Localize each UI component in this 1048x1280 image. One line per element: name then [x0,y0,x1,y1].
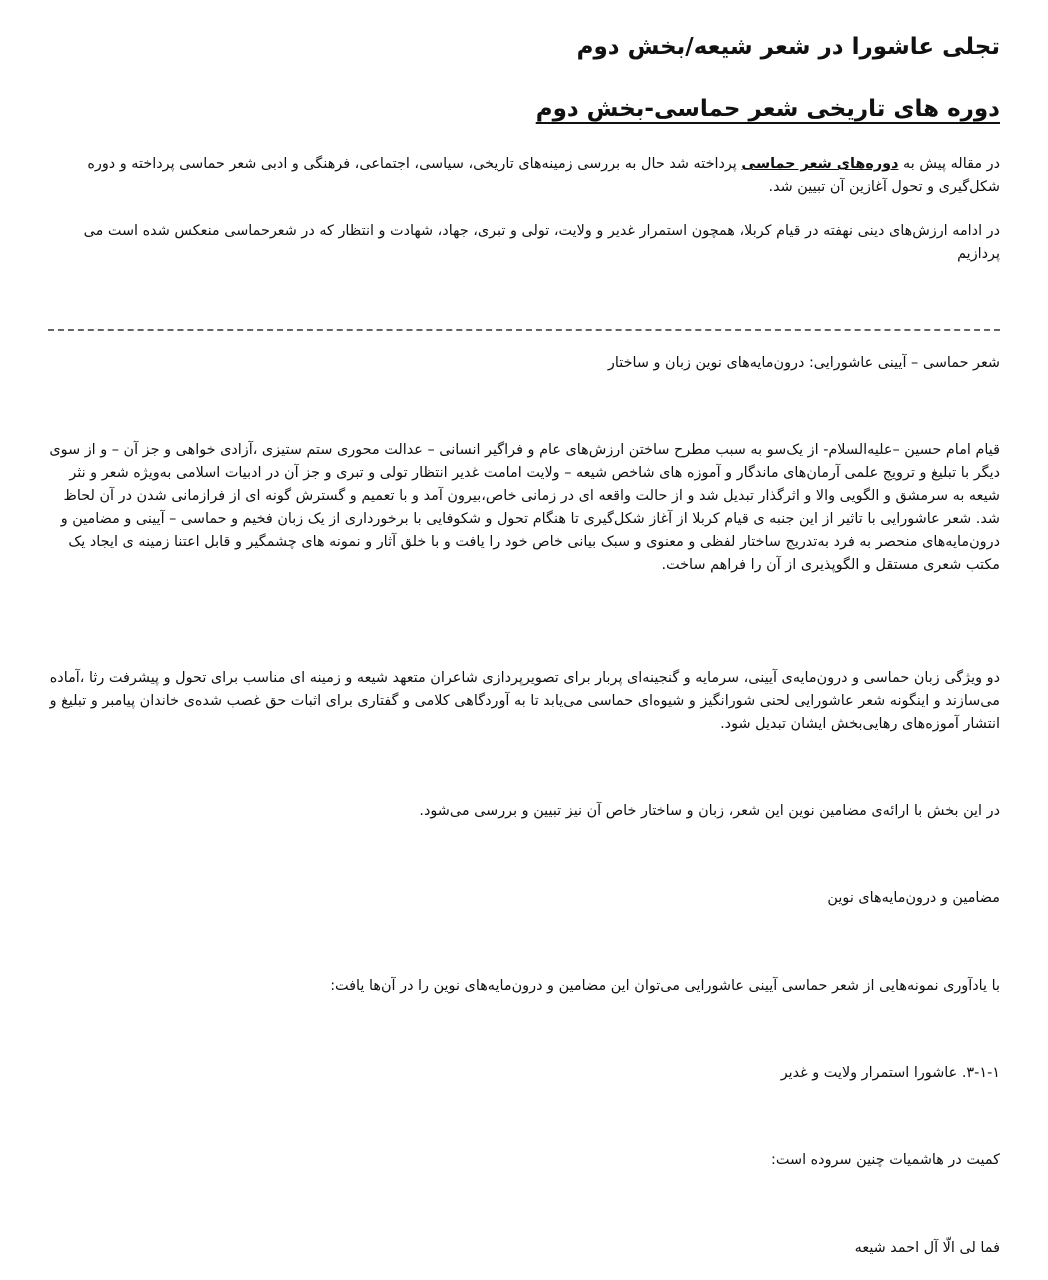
section-heading: شعر حماسی – آیینی عاشورایی: درون‌مایه‌های نوین زبان و ساختار [607,355,1000,371]
dashed-divider [48,329,1000,331]
paragraph-2: در ادامه ارزش‌های دینی نهفته در قیام کربلا، همچون استمرار غدیر و ولایت، تولی و تبری، جهاد، شهادت و انتظار که در شعرحماسی منعکس شده است می پردازیم [83,223,1000,262]
page-subtitle: دوره های تاریخی شعر حماسی-بخش دوم [535,96,1000,122]
paragraph-6: با یادآوری نمونه‌هایی از شعر حماسی آیینی عاشورایی می‌توان این مضامین و درون‌مایه‌های نوین را در آن‌ها یافت: [330,978,1000,994]
intro-paragraph [48,153,1000,199]
intro-text-before: در مقاله پیش به [898,156,1000,172]
verse-line: فما لی الّا آل احمد شیعه [854,1240,1000,1256]
subheading-themes: مضامین و درون‌مایه‌های نوین [827,890,1000,906]
intro-link-text[interactable]: دوره‌های شعر حماسی [741,156,899,172]
intro-text-after: پرداخته شد حال به بررسی زمینه‌های تاریخی، سیاسی، اجتماعی، فرهنگی و ادبی شعر حماسی پرداخته و دوره شکل‌گیری و تحول آغازین آن تبیین شد. [87,156,1000,195]
paragraph-7: کمیت در هاشمیات چنین سروده است: [771,1152,1000,1168]
paragraph-4: دو ویژگی زبان حماسی و درون‌مایه‌ی آیینی، سرمایه و گنجینه‌ای پربار برای تصویرپردازی شاعران متعهد شیعه و زمینه ای مناسب برای تحول و پیشرفت رثا ،آماده می‌سازند و اینگونه شعر عاشورایی لحنی شورانگیز و شیوه‌ای حماسی می‌یابد تا به آوردگاهی کلامی و گفتاری برای اثبات حق غصب شده‌ی خاندان پیامبر و تبلیغ و انتشار آموزه‌های رهایی‌بخش ایشان تبدیل شود. [49,670,1000,732]
paragraph-3: قیام امام حسین –علیه‌السلام- از یک‌سو به سبب مطرح ساختن ارزش‌های عام و فراگیر انسانی – عدالت محوری ستم ستیزی ،آزادی خواهی و جز آن – و از سوی دیگر با تبلیغ و ترویج علمی آرمان‌های ماندگار و آموزه های شاخص شیعه – ولایت امامت غدیر انتظار تولی و تبری و جز آن در ادبیات اسلامی به‌ویژه شعر و نثر شیعه به سرمشق و الگویی والا و اثرگذار تبدیل شد و از حالت واقعه ای در زمانی خاص،بیرون آمد و با تعمیم و گسترش گونه ای از فرازمانی شدن در آن لحاظ شد. شعر عاشورایی با تاثیر از این جنبه ی قیام کربلا از آغاز شکل‌گیری تا هنگام تحول و شکوفایی با برخورداری از یک زبان فخیم و حماسی – آیینی و مضامین و درون‌مایه‌های منحصر به فرد به‌تدریج ساختار لفظی و معنوی و سبک بیانی خاص خود را یافت و با خلق آثار و نمونه های چشمگیر و قابل اعتنا زمینه ی ایجاد یک مکتب شعری مستقل و الگوپذیری از آن را فراهم ساخت. [49,442,1000,573]
paragraph-5: در این بخش با ارائه‌ی مضامین نوین این شعر، زبان و ساختار خاص آن نیز تبیین و بررسی می‌شود. [419,803,1000,819]
page-title: تجلی عاشورا در شعر شیعه/بخش دوم [576,34,1000,60]
subheading-section-3-1-1: ۳-۱-۱. عاشورا استمرار ولایت و غدیر [780,1065,1000,1081]
